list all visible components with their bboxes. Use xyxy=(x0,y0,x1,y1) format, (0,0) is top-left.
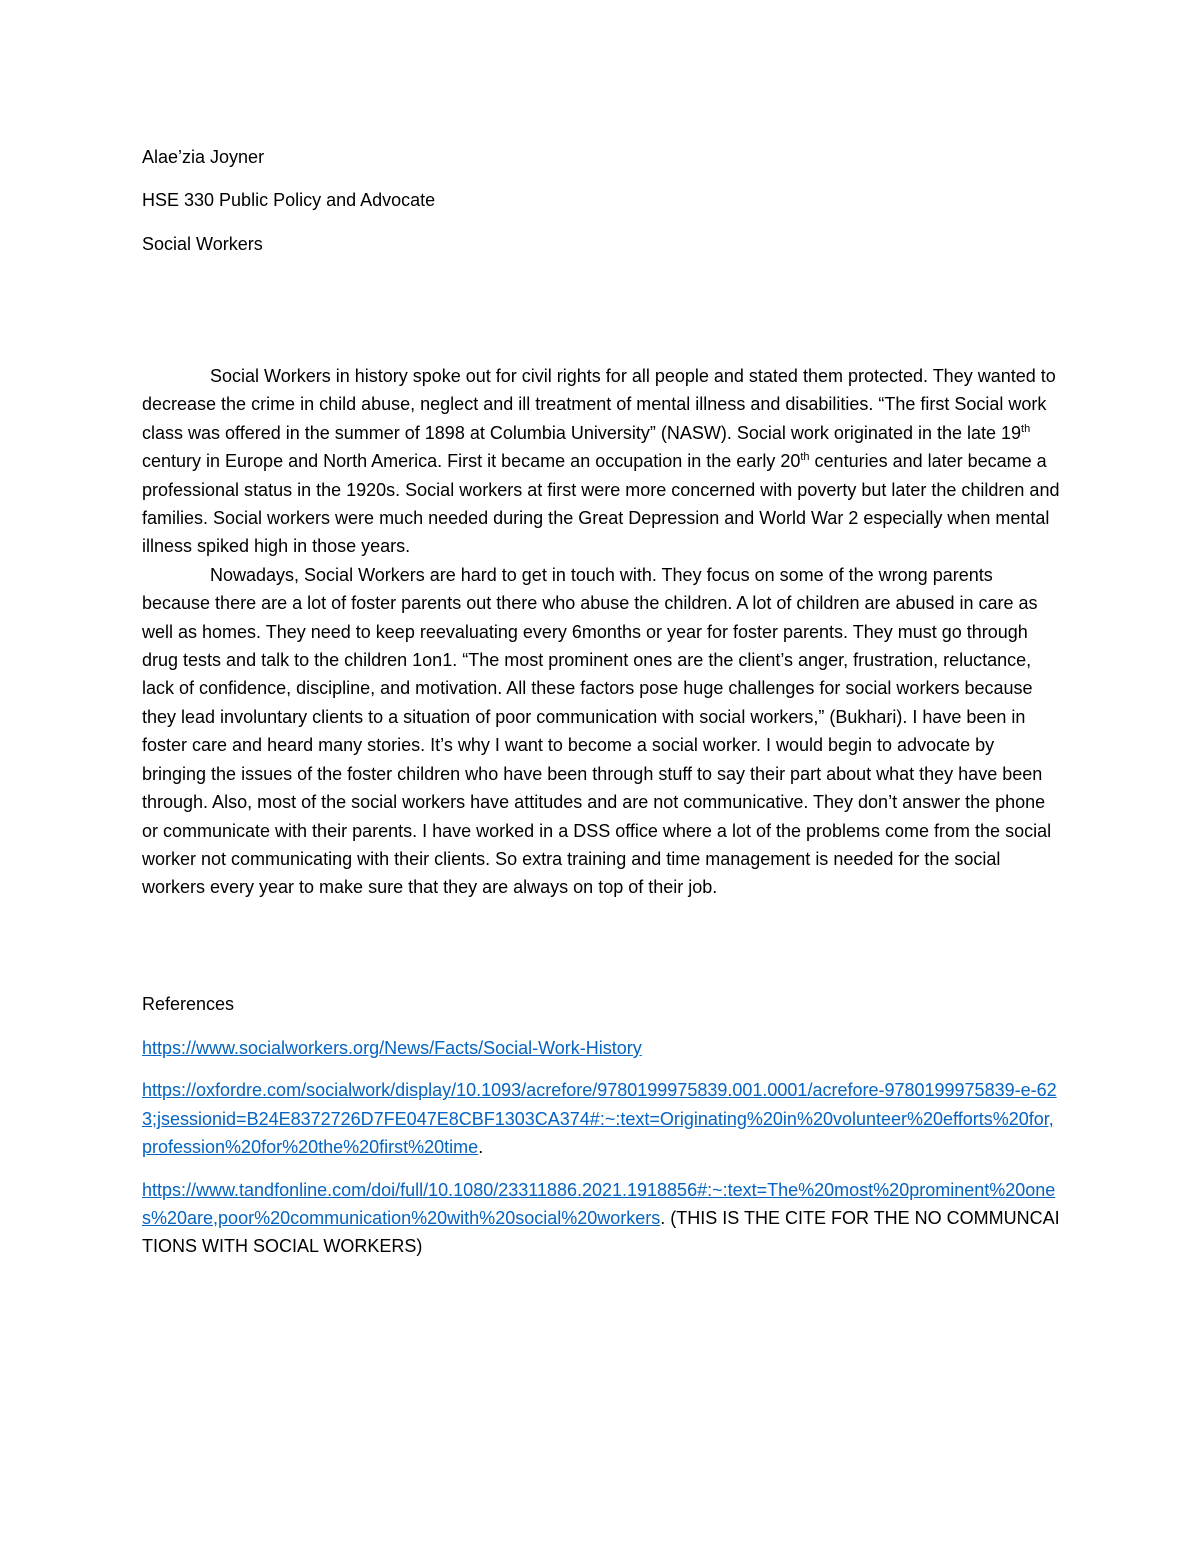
paragraph-1-text-b: century in Europe and North America. First it became an occupation in the early 20 xyxy=(142,451,801,472)
reference-link[interactable]: https://www.tandfonline.com/doi/full/10.1080/23311886.2021.1918856#:~:text=The%20most%20prominent%20ones%20are,poor%20communication%20with%20social%20workers xyxy=(142,1179,1056,1229)
essay-body xyxy=(142,362,1062,902)
reference-suffix: . (THIS IS THE CITE FOR THE NO COMMUNCAITIONS WITH SOCIAL WORKERS) xyxy=(142,1208,1060,1257)
superscript-th-2: th xyxy=(800,451,810,464)
superscript-th-1: th xyxy=(1021,422,1031,435)
references-heading: References xyxy=(142,994,235,1014)
reference-item xyxy=(142,1076,1062,1161)
reference-item xyxy=(142,1176,1062,1261)
reference-link[interactable]: https://oxfordre.com/socialwork/display/10.1093/acrefore/9780199975839.001.0001/acrefore-9780199975839-e-623;jsessionid=B24E8372726D7FE047E8CBF1303CA374#:~:text=Originating%20in%20volunteer%20efforts%20for,profession%20for%20the%20first%20time xyxy=(142,1080,1057,1158)
paragraph-1-text-c: centuries and later became a professional status in the 1920s. Social workers at first were more concerned with poverty but later the children and families. Social workers were much needed during the Great Depression and World War 2 especially when mental illness spiked high in those years. xyxy=(142,451,1060,557)
references-section xyxy=(142,992,1062,1275)
paragraph-2: Nowadays, Social Workers are hard to get in touch with. They focus on some of the wrong parents because there are a lot of foster parents out there who abuse the children. A lot of children are abused in care as well as homes. They need to keep reevaluating every 6months or year for foster parents. They must go through drug tests and talk to the children 1on1. “The most prominent ones are the client’s anger, frustration, reluctance, lack of confidence, discipline, and motivation. All these factors pose huge challenges for social workers because they lead involuntary clients to a situation of poor communication with social workers,” (Bukhari). I have been in foster care and heard many stories. It’s why I want to become a social worker. I would begin to advocate by bringing the issues of the foster children who have been through stuff to say their part about what they have been through. Also, most of the social workers have attitudes and are not communicative. They don’t answer the phone or communicate with their parents. I have worked in a DSS office where a lot of the problems come from the social worker not communicating with their clients. So extra training and time management is needed for the social workers every year to make sure that they are always on top of their job. xyxy=(142,564,1052,898)
paragraph-1 xyxy=(142,362,1062,561)
document-title: Social Workers xyxy=(142,234,263,254)
paragraph-1-text-a: Social Workers in history spoke out for civil rights for all people and stated them protected. They wanted to decrease the crime in child abuse, neglect and ill treatment of mental illness and disabilities. “The first Social work class was offered in the summer of 1898 at Columbia University” (NASW). Social work originated in the late 19 xyxy=(142,366,1056,443)
reference-suffix: . xyxy=(478,1137,484,1158)
reference-item xyxy=(142,1034,1062,1062)
author-name: Alae’zia Joyner xyxy=(142,147,265,167)
reference-link[interactable]: https://www.socialworkers.org/News/Facts/Social-Work-History xyxy=(142,1038,642,1058)
course-title: HSE 330 Public Policy and Advocate xyxy=(142,190,436,210)
